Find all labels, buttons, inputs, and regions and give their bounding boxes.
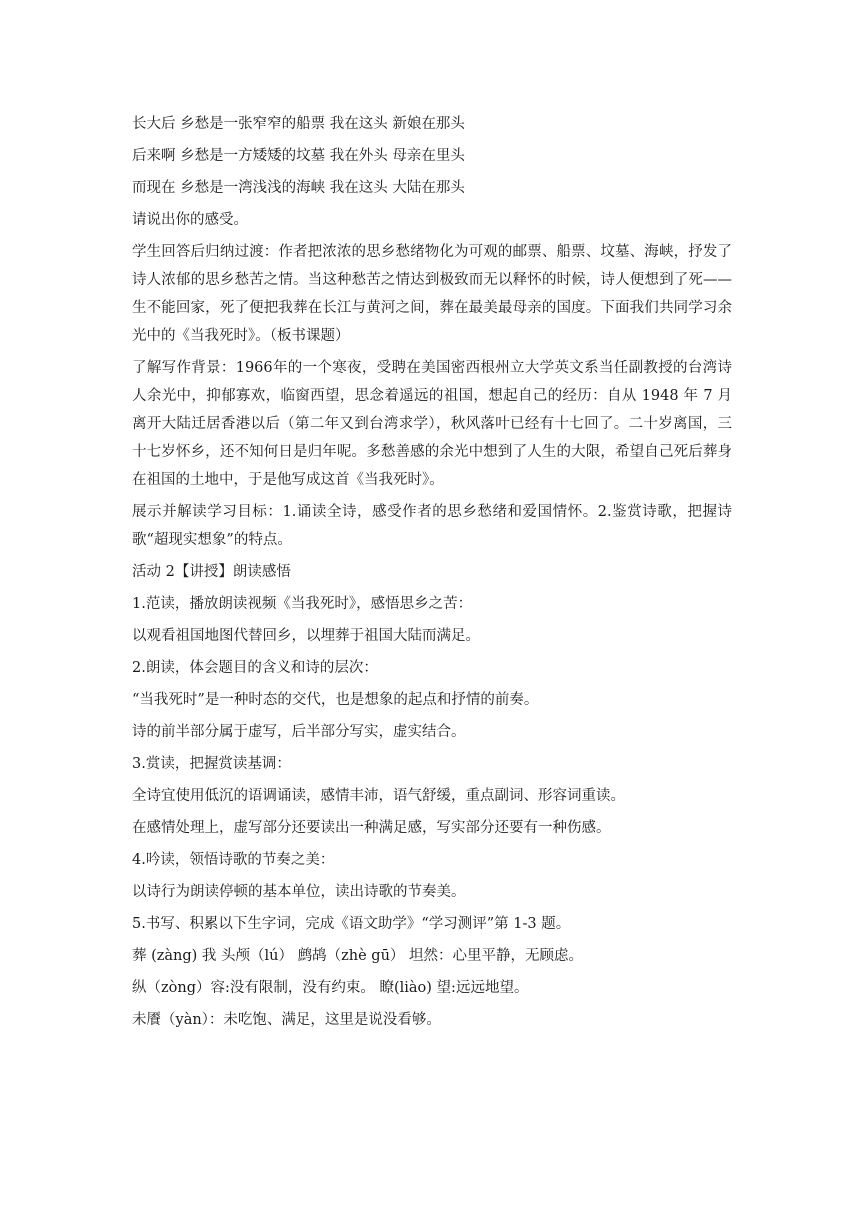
transition-paragraph: 学生回答后归纳过渡：作者把浓浓的思乡愁绪物化为可观的邮票、船票、坟墓、海峡，抒发了诗人浓郁的思乡愁苦之情。当这种愁苦之情达到极致而无以释怀的时候，诗人便想到了死——生不能回家，死了便把我葬在长江与黄河之间，葬在最美最母亲的国度。下面我们共同学习余光中的《当我死时》。（板书课题） bbox=[132, 244, 732, 344]
vocab-line-3: 未餍（yàn）：未吃饱、满足，这里是说没看够。 bbox=[132, 1012, 441, 1028]
poem-line-2: 后来啊 乡愁是一方矮矮的坟墓 我在外头 母亲在里头 bbox=[132, 148, 465, 164]
step-2-detail-2: 诗的前半部分属于虚写，后半部分写实，虚实结合。 bbox=[132, 724, 466, 740]
objectives-paragraph: 展示并解读学习目标：1.诵读全诗，感受作者的思乡愁绪和爱国情怀。2.鉴赏诗歌，把握诗歌“超现实想象”的特点。 bbox=[132, 504, 732, 548]
vocab-line-2: 纵（zòng）容:没有限制，没有约束。 瞭(liào) 望:远远地望。 bbox=[132, 980, 529, 996]
step-1: 1.范读，播放朗读视频《当我死时》，感悟思乡之苦： bbox=[132, 596, 473, 612]
background-paragraph: 了解写作背景：1966年的一个寒夜，受聘在美国密西根州立大学英文系当任副教授的台湾诗人余光中，抑郁寡欢，临窗西望，思念着遥远的祖国，想起自己的经历：自从 1948 年 7 月离开大陆迁居香港以后（第二年又到台湾求学），秋风落叶已经有十七回了。二十岁离国，三十七岁怀乡，还不知何日是归年呢。多愁善感的余光中想到了人生的大限，希望自己死后葬身在祖国的土地中，于是他写成这首《当我死时》。 bbox=[132, 360, 732, 488]
prompt-line: 请说出你的感受。 bbox=[132, 212, 248, 228]
step-5: 5.书写、积累以下生字词，完成《语文助学》“学习测评”第 1-3 题。 bbox=[132, 916, 571, 932]
step-4: 4.吟读，领悟诗歌的节奏之美： bbox=[132, 852, 335, 868]
step-3-detail-2: 在感情处理上，虚写部分还要读出一种满足感，写实部分还要有一种伤感。 bbox=[132, 820, 611, 836]
poem-line-1: 长大后 乡愁是一张窄窄的船票 我在这头 新娘在那头 bbox=[132, 116, 465, 132]
step-3-detail-1: 全诗宜使用低沉的语调诵读，感情丰沛，语气舒缓，重点副词、形容词重读。 bbox=[132, 788, 625, 804]
step-4-detail: 以诗行为朗读停顿的基本单位，读出诗歌的节奏美。 bbox=[132, 884, 466, 900]
page-body bbox=[132, 108, 732, 1036]
poem-line-3: 而现在 乡愁是一湾浅浅的海峡 我在这头 大陆在那头 bbox=[132, 180, 465, 196]
step-2: 2.朗读，体会题目的含义和诗的层次： bbox=[132, 660, 378, 676]
step-3: 3.赏读，把握赏读基调： bbox=[132, 756, 291, 772]
step-1-detail: 以观看祖国地图代替回乡，以埋葬于祖国大陆而满足。 bbox=[132, 628, 480, 644]
activity-heading: 活动 2【讲授】朗读感悟 bbox=[132, 564, 291, 580]
vocab-line-1: 葬 (zàng) 我 头颅（lú） 鹧鸪（zhè gū） 坦然：心里平静，无顾虑。 bbox=[132, 948, 584, 964]
step-2-detail-1: “当我死时”是一种时态的交代，也是想象的起点和抒情的前奏。 bbox=[132, 692, 539, 708]
